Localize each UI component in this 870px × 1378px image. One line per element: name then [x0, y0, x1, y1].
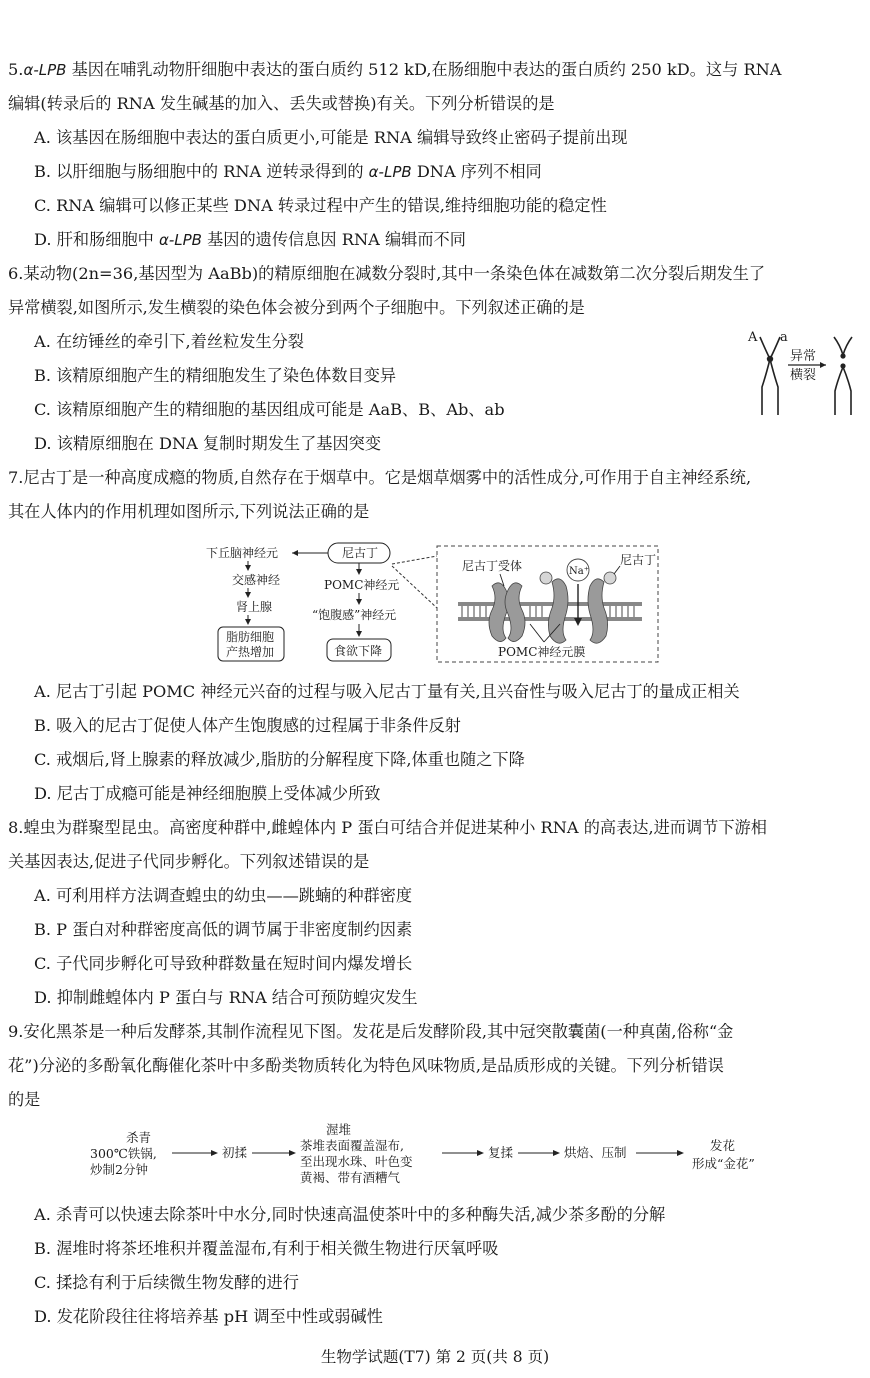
step-flowering-detail: 形成“金花” [692, 1156, 755, 1171]
gene-name: α-LPB [23, 61, 67, 79]
arrow-label-line2: 横裂 [790, 368, 817, 383]
pomc-membrane-label: POMC神经元膜 [498, 645, 586, 659]
q6-stem-line2: 异常横裂,如图所示,发生横裂的染色体会被分到两个子细胞中。下列叙述正确的是 [8, 298, 585, 317]
arrow-head [292, 550, 298, 556]
arrow-head [356, 569, 362, 575]
q7-stem-line1: 7.尼古丁是一种高度成瘾的物质,自然存在于烟草中。它是烟草烟雾中的活性成分,可作用于自主神经系统, [8, 468, 752, 487]
q9-option-b: B. 渥堆时将茶坯堆积并覆盖湿布,有利于相关微生物进行厌氧呼吸 [34, 1239, 499, 1258]
arrow-head [677, 1150, 684, 1156]
lower-fragment-right [843, 367, 851, 415]
q6-stem-line1: 6.某动物(2n=36,基因型为 AaBb)的精原细胞在减数分裂时,其中一条染色体在减数第二次分裂后期发生了 [8, 264, 766, 283]
q8-option-a: A. 可利用样方法调查蝗虫的幼虫——跳蝻的种群密度 [34, 886, 413, 905]
q5-option-b-text-end: DNA 序列不相同 [411, 162, 542, 181]
chromatid-right [770, 337, 780, 415]
q9-stem-line3: 的是 [8, 1090, 41, 1109]
arrow-head [211, 1150, 218, 1156]
lipid-tails [462, 606, 634, 617]
step-pile-fermentation-detail-3: 黄褐、带有酒糟气 [300, 1170, 401, 1185]
adrenal-gland-label: 肾上腺 [236, 600, 273, 614]
q6-option-c: C. 该精原细胞产生的精细胞的基因组成可能是 AaB、B、Ab、ab [34, 400, 505, 419]
q8-stem-line1: 8.蝗虫为群聚型昆虫。高密度种群中,雌蝗体内 P 蛋白可结合并促进某种小 RNA 的高表达,进而调节下游相 [8, 818, 767, 837]
allele-label-a: a [780, 330, 788, 345]
fat-cell-label-line1: 脂肪细胞 [226, 630, 275, 644]
nicotine-mechanism-diagram [200, 538, 670, 668]
label-pointer [614, 566, 620, 574]
hypothalamus-neuron-label: 下丘脑神经元 [206, 546, 279, 560]
callout-line [392, 556, 437, 564]
tea-process-flowchart [80, 1120, 800, 1198]
q8-stem-line2: 关基因表达,促进子代同步孵化。下列叙述错误的是 [8, 852, 370, 871]
step-flowering-title: 发花 [710, 1138, 736, 1153]
arrow-head [245, 592, 251, 598]
upper-fragment-left [834, 337, 843, 355]
step-baking-pressing: 烘焙、压制 [564, 1145, 627, 1160]
q9-stem-line1: 9.安化黑茶是一种后发酵茶,其制作流程见下图。发花是后发酵阶段,其中冠突散囊菌(一种真菌,俗称“金 [8, 1022, 734, 1041]
step-initial-rolling: 初揉 [222, 1145, 248, 1160]
satiety-neuron-label: “饱腹感”神经元 [312, 608, 397, 622]
q8-option-b: B. P 蛋白对种群密度高低的调节属于非密度制约因素 [34, 920, 413, 939]
q9-option-a: A. 杀青可以快速去除茶叶中水分,同时快速高温使茶叶中的多种酶失活,减少茶多酚的分解 [34, 1205, 666, 1224]
gene-name: α-LPB [368, 163, 412, 181]
fat-cell-label-line2: 产热增加 [226, 645, 275, 659]
chromosome-transverse-division-figure [740, 325, 860, 420]
q5-number: 5. [8, 60, 24, 79]
q6-option-b: B. 该精原细胞产生的精细胞发生了染色体数目变异 [34, 366, 397, 385]
allele-label-A: A [748, 330, 758, 345]
arrow-head [245, 565, 251, 571]
arrow-head [553, 1150, 560, 1156]
q7-option-b: B. 吸入的尼古丁促使人体产生饱腹感的过程属于非条件反射 [34, 716, 461, 735]
q5-stem-line2: 编辑(转录后的 RNA 发生碱基的加入、丢失或替换)有关。下列分析错误的是 [8, 94, 555, 113]
q9-stem-line2: 花”)分泌的多酚氧化酶催化茶叶中多酚类物质转化为特色风味物质,是品质形成的关键。下列分析错误 [8, 1056, 724, 1075]
q8-option-c: C. 子代同步孵化可导致种群数量在短时间内爆发增长 [34, 954, 413, 973]
q5-option-d-text-end: 基因的遗传信息因 RNA 编辑而不同 [201, 230, 466, 249]
upper-fragment-right [843, 337, 852, 355]
upper-centromere [840, 353, 845, 358]
pomc-neuron-label: POMC神经元 [324, 578, 400, 592]
nicotine-label: 尼古丁 [342, 546, 379, 560]
arrow-head [245, 619, 251, 625]
arrow-head [356, 599, 362, 605]
membrane-outer-layer [458, 602, 642, 606]
step-pile-fermentation-title: 渥堆 [326, 1122, 352, 1137]
label-pointer [530, 624, 544, 642]
q7-stem-line2: 其在人体内的作用机理如图所示,下列说法正确的是 [8, 502, 370, 521]
arrow-head [820, 362, 826, 368]
q5-stem-line1 [8, 58, 782, 82]
step-pile-fermentation-detail-2: 至出现水珠、叶色变 [300, 1154, 413, 1169]
chromatid-left [760, 337, 770, 415]
q5-option-d [34, 228, 466, 252]
nicotine-label-right: 尼古丁 [620, 553, 657, 567]
step-kill-green-detail-2: 炒制2分钟 [90, 1162, 148, 1177]
arrow-head [356, 631, 362, 637]
q6-option-d: D. 该精原细胞在 DNA 复制时期发生了基因突变 [34, 434, 382, 453]
nicotine-molecule [540, 572, 552, 584]
q5-option-d-text: D. 肝和肠细胞中 [34, 230, 159, 249]
arrow-head [289, 1150, 296, 1156]
lower-fragment-left [835, 367, 843, 415]
q7-option-c: C. 戒烟后,肾上腺素的释放减少,脂肪的分解程度下降,体重也随之下降 [34, 750, 525, 769]
step-re-rolling: 复揉 [488, 1145, 514, 1160]
q5-option-c: C. RNA 编辑可以修正某些 DNA 转录过程中产生的错误,维持细胞功能的稳定性 [34, 196, 607, 215]
receptor-closed-left [489, 583, 509, 642]
q9-option-c: C. 揉捻有利于后续微生物发酵的进行 [34, 1273, 299, 1292]
step-pile-fermentation-detail-1: 茶堆表面覆盖湿布, [300, 1138, 404, 1153]
centromere [767, 356, 773, 362]
q5-option-b-text: B. 以肝细胞与肠细胞中的 RNA 逆转录得到的 [34, 162, 369, 181]
arrow-head [477, 1150, 484, 1156]
q7-option-a: A. 尼古丁引起 POMC 神经元兴奋的过程与吸入尼古丁量有关,且兴奋性与吸入尼古丁的量成正相关 [34, 682, 740, 701]
sodium-ion-label: Na⁺ [569, 566, 589, 577]
step-kill-green-title: 杀青 [126, 1130, 152, 1145]
q7-option-d: D. 尼古丁成瘾可能是神经细胞膜上受体减少所致 [34, 784, 381, 803]
q5-option-a: A. 该基因在肠细胞中表达的蛋白质更小,可能是 RNA 编辑导致终止密码子提前出现 [34, 128, 628, 147]
sympathetic-nerve-label: 交感神经 [232, 573, 281, 587]
page-footer: 生物学试题(T7) 第 2 页(共 8 页) [320, 1348, 550, 1366]
receptor-closed-right [505, 583, 525, 642]
q5-stem-text: 基因在哺乳动物肝细胞中表达的蛋白质约 512 kD,在肠细胞中表达的蛋白质约 250 kD。这与 RNA [66, 60, 782, 79]
q9-option-d: D. 发花阶段往往将培养基 pH 调至中性或弱碱性 [34, 1307, 383, 1326]
arrow-label-line1: 异常 [790, 349, 817, 364]
appetite-decrease-label: 食欲下降 [334, 644, 383, 658]
q5-option-b [34, 160, 542, 184]
q8-option-d: D. 抑制雌蝗体内 P 蛋白与 RNA 结合可预防蝗灾发生 [34, 988, 418, 1007]
gene-name: α-LPB [158, 231, 202, 249]
nicotine-receptor-label: 尼古丁受体 [462, 559, 523, 573]
receptor-open-right [588, 579, 608, 643]
arrow-head [574, 618, 582, 626]
step-kill-green-detail-1: 300℃铁锅, [90, 1146, 157, 1161]
q6-option-a: A. 在纺锤丝的牵引下,着丝粒发生分裂 [34, 332, 304, 351]
